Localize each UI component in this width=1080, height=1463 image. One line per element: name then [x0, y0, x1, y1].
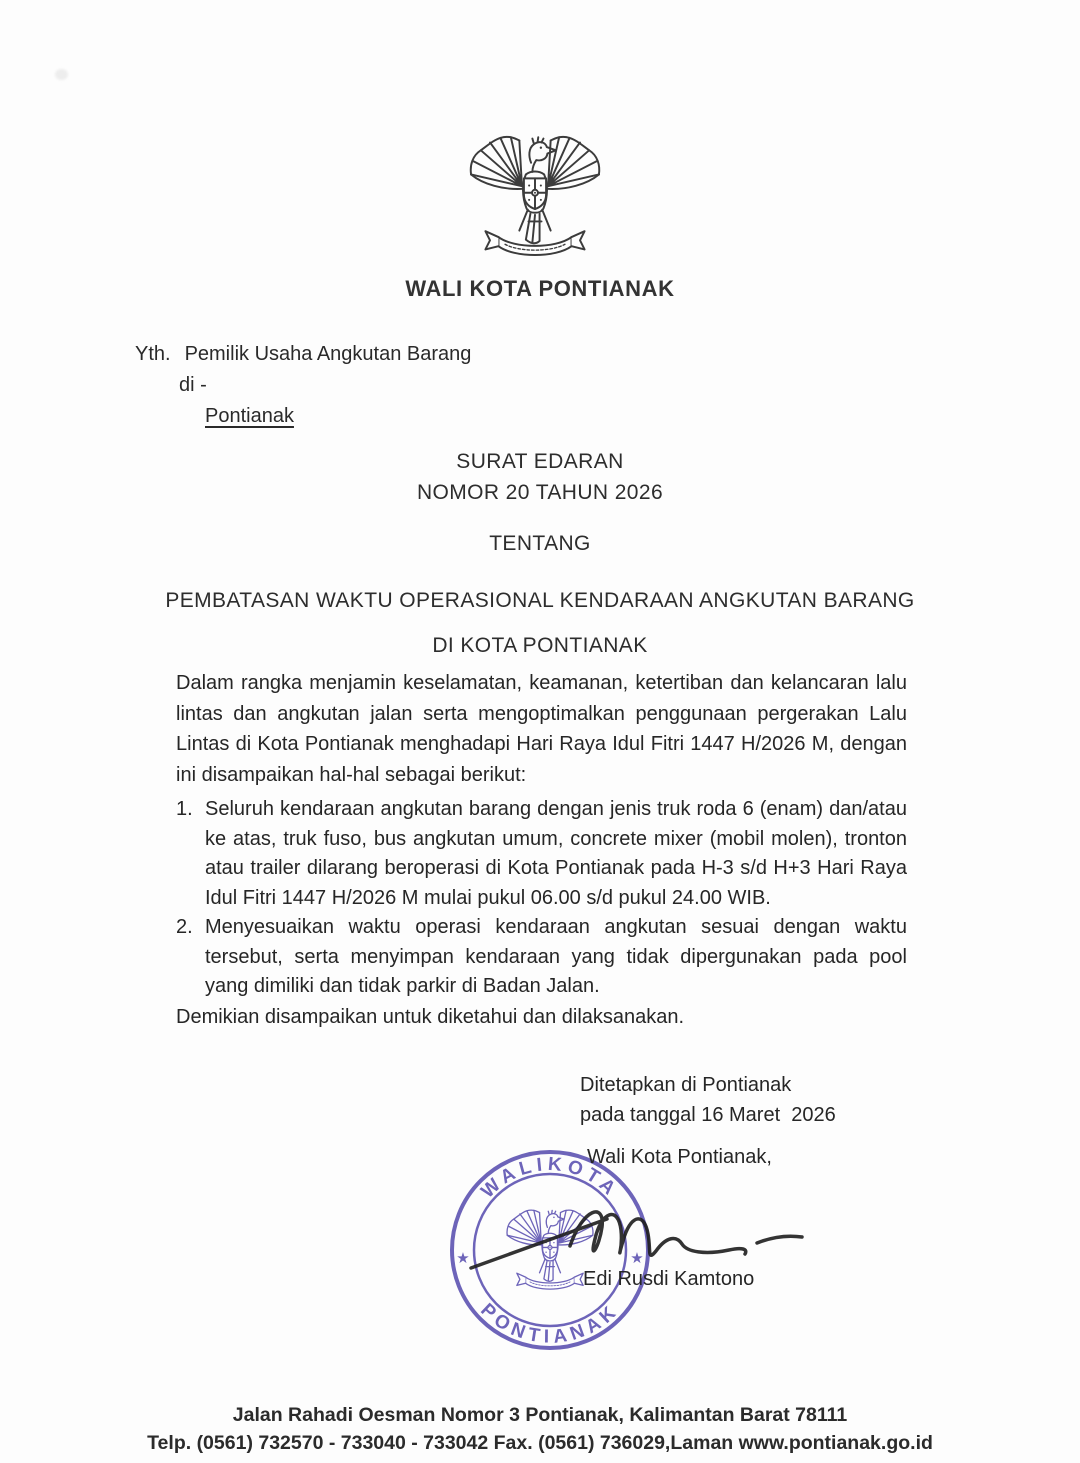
list-item-text: Menyesuaikan waktu operasi kendaraan angkutan sesuai dengan waktu tersebut, serta menyimpan kendaraan yang tidak dipergunakan pada pool yang dimiliki dan tidak parkir di Badan Jalan.: [205, 916, 907, 997]
stamp-bottom-text: PONTIANAK: [476, 1299, 624, 1348]
addressee-city: Pontianak: [205, 405, 294, 427]
letter-body: [176, 668, 907, 1032]
list-item-number: 2.: [176, 916, 193, 938]
signer-title: Wali Kota Pontianak,: [587, 1146, 772, 1168]
enactment-place: Ditetapkan di Pontianak: [580, 1074, 792, 1096]
stamp-star-left-icon: ★: [456, 1250, 470, 1267]
stamp-star-right-icon: ★: [630, 1250, 644, 1267]
tentang-label: TENTANG: [489, 532, 591, 555]
addressee-line: [135, 340, 471, 369]
directive-list: [176, 795, 907, 1002]
letterhead-office-title: WALI KOTA PONTIANAK: [405, 276, 675, 301]
subject-line-2: DI KOTA PONTIANAK: [432, 634, 648, 657]
subject-line-1: PEMBATASAN WAKTU OPERASIONAL KENDARAAN ANGKUTAN BARANG: [165, 589, 915, 612]
enactment-block: [580, 1070, 836, 1130]
footer-address: Jalan Rahadi Oesman Nomor 3 Pontianak, Kalimantan Barat 78111: [232, 1404, 848, 1426]
list-item-text: Seluruh kendaraan angkutan barang dengan jenis truk roda 6 (enam) dan/atau ke atas, truk fuso, bus angkutan umum, concrete mixer (mobil molen), tronton atau trailer dilarang beroperasi di Kota Pontianak pada H-3 s/d H+3 Hari Raya Idul Fitri 1447 H/2026 M mulai pukul 06.00 s/d pukul 24.00 WIB.: [205, 798, 907, 909]
document-number: NOMOR 20 TAHUN 2026: [416, 481, 664, 504]
list-item: [176, 795, 907, 913]
closing-paragraph: Demikian disampaikan untuk diketahui dan dilaksanakan.: [176, 1005, 685, 1028]
opening-paragraph: Dalam rangka menjamin keselamatan, keamanan, ketertiban dan kelancaran lalu lintas dan angkutan jalan serta mengoptimalkan penggunaan pergerakan Lalu Lintas di Kota Pontianak menghadapi Hari Raya Idul Fitri 1447 H/2026 M, dengan ini disampaikan hal-hal sebagai berikut:: [176, 672, 907, 786]
document-title-block: [0, 450, 1080, 658]
signer-name: Edi Rusdi Kamtono: [583, 1268, 755, 1290]
garuda-pancasila-emblem: [463, 134, 607, 271]
document-type-title: SURAT EDARAN: [456, 450, 624, 473]
enactment-date: pada tanggal 16 Maret 2026: [580, 1104, 836, 1126]
list-item: [176, 913, 907, 1002]
addressee-block: [135, 340, 471, 431]
addressee-recipient: Pemilik Usaha Angkutan Barang: [184, 343, 472, 365]
addressee-di-line: di -: [179, 374, 207, 396]
list-item-number: 1.: [176, 798, 193, 820]
addressee-salutation: Yth.: [135, 343, 171, 365]
letter-footer: [0, 1402, 1080, 1457]
scan-artifact: [55, 69, 68, 80]
stamp-top-text: WALIKOTA: [477, 1153, 623, 1203]
footer-contact: Telp. (0561) 732570 - 733040 - 733042 Fax. (0561) 736029,Laman www.pontianak.go.id: [147, 1431, 933, 1454]
